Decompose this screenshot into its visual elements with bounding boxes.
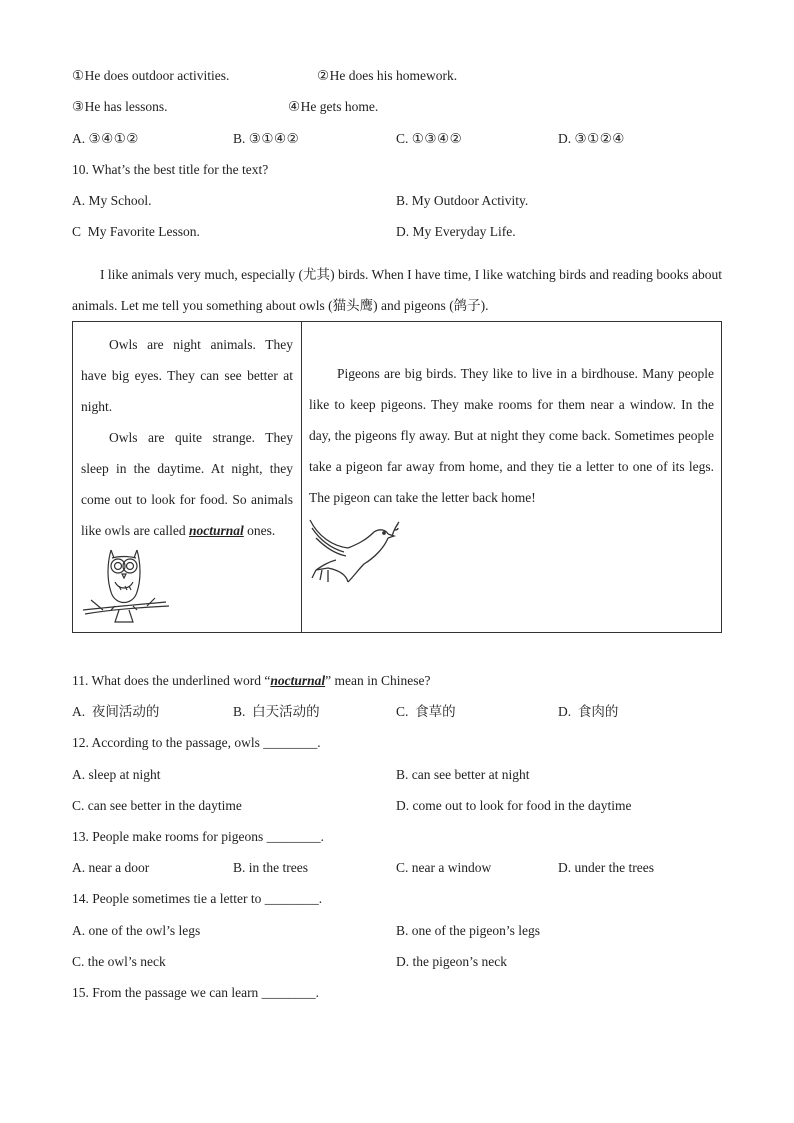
q10-question: 10. What’s the best title for the text?	[72, 162, 269, 177]
pigeons-column	[302, 322, 721, 632]
q9-option-a[interactable]: A. ③④①②	[72, 131, 139, 146]
q11-keyword: nocturnal	[270, 673, 326, 688]
q10-option-d[interactable]: D. My Everyday Life.	[396, 224, 516, 239]
q9-item-2: ②He does his homework.	[317, 68, 458, 83]
q11-option-d[interactable]: D. 食肉的	[558, 704, 619, 719]
q13-question: 13. People make rooms for pigeons ________.	[72, 829, 324, 844]
q12-option-a[interactable]: A. sleep at night	[72, 767, 161, 782]
q14-option-d[interactable]: D. the pigeon’s neck	[396, 954, 507, 969]
passage-table	[72, 321, 722, 633]
q14-option-b[interactable]: B. one of the pigeon’s legs	[396, 923, 540, 938]
q9-item-3: ③He has lessons.	[72, 99, 168, 114]
q13-option-a[interactable]: A. near a door	[72, 860, 150, 875]
q11-option-b[interactable]: B. 白天活动的	[233, 704, 320, 719]
q14-question: 14. People sometimes tie a letter to ________.	[72, 891, 323, 906]
q9-item-4: ④He gets home.	[288, 99, 379, 114]
dove-icon	[308, 518, 400, 588]
q13-option-d[interactable]: D. under the trees	[558, 860, 654, 875]
pigeons-paragraph: Pigeons are big birds. They like to live in a birdhouse. Many people like to keep pigeons. They make rooms for them near a window. In the day, the pigeons fly away. But at night they come back. Sometimes people take a pigeon far away from home, and they tie a letter to one of its legs. The pigeon can take the letter back home!	[309, 366, 714, 505]
passage-intro: I like animals very much, especially (尤其) birds. When I have time, I like watching birds and reading books about animals. Let me tell you something about owls (猫头鹰) and pigeons (鸽子).	[72, 267, 722, 313]
owl-icon	[81, 544, 171, 628]
q12-option-d[interactable]: D. come out to look for food in the daytime	[396, 798, 632, 813]
owls-paragraph-1: Owls are night animals. They have big eyes. They can see better at night.	[81, 337, 293, 414]
q9-option-d[interactable]: D. ③①②④	[558, 131, 625, 146]
owls-column	[73, 322, 302, 632]
q13-option-b[interactable]: B. in the trees	[233, 860, 308, 875]
q15-question: 15. From the passage we can learn ________.	[72, 985, 320, 1000]
q10-option-a[interactable]: A. My School.	[72, 193, 152, 208]
q12-option-b[interactable]: B. can see better at night	[396, 767, 530, 782]
q9-option-b[interactable]: B. ③①④②	[233, 131, 300, 146]
q14-option-a[interactable]: A. one of the owl’s legs	[72, 923, 201, 938]
q13-option-c[interactable]: C. near a window	[396, 860, 492, 875]
q10-option-c[interactable]: C My Favorite Lesson.	[72, 224, 200, 239]
q14-option-c[interactable]: C. the owl’s neck	[72, 954, 166, 969]
q11-question: 11. What does the underlined word “nocturnal” mean in Chinese?	[72, 673, 431, 688]
q11-option-c[interactable]: C. 食草的	[396, 704, 456, 719]
q9-item-1: ①He does outdoor activities.	[72, 68, 230, 83]
q12-question: 12. According to the passage, owls ________.	[72, 735, 321, 750]
q9-option-c[interactable]: C. ①③④②	[396, 131, 463, 146]
q11-option-a[interactable]: A. 夜间活动的	[72, 704, 160, 719]
q12-option-c[interactable]: C. can see better in the daytime	[72, 798, 242, 813]
nocturnal-keyword: nocturnal	[188, 523, 244, 538]
owls-paragraph-2: Owls are quite strange. They sleep in the daytime. At night, they come out to look for food. So animals like owls are called nocturnal ones.	[81, 430, 293, 538]
q10-option-b[interactable]: B. My Outdoor Activity.	[396, 193, 529, 208]
